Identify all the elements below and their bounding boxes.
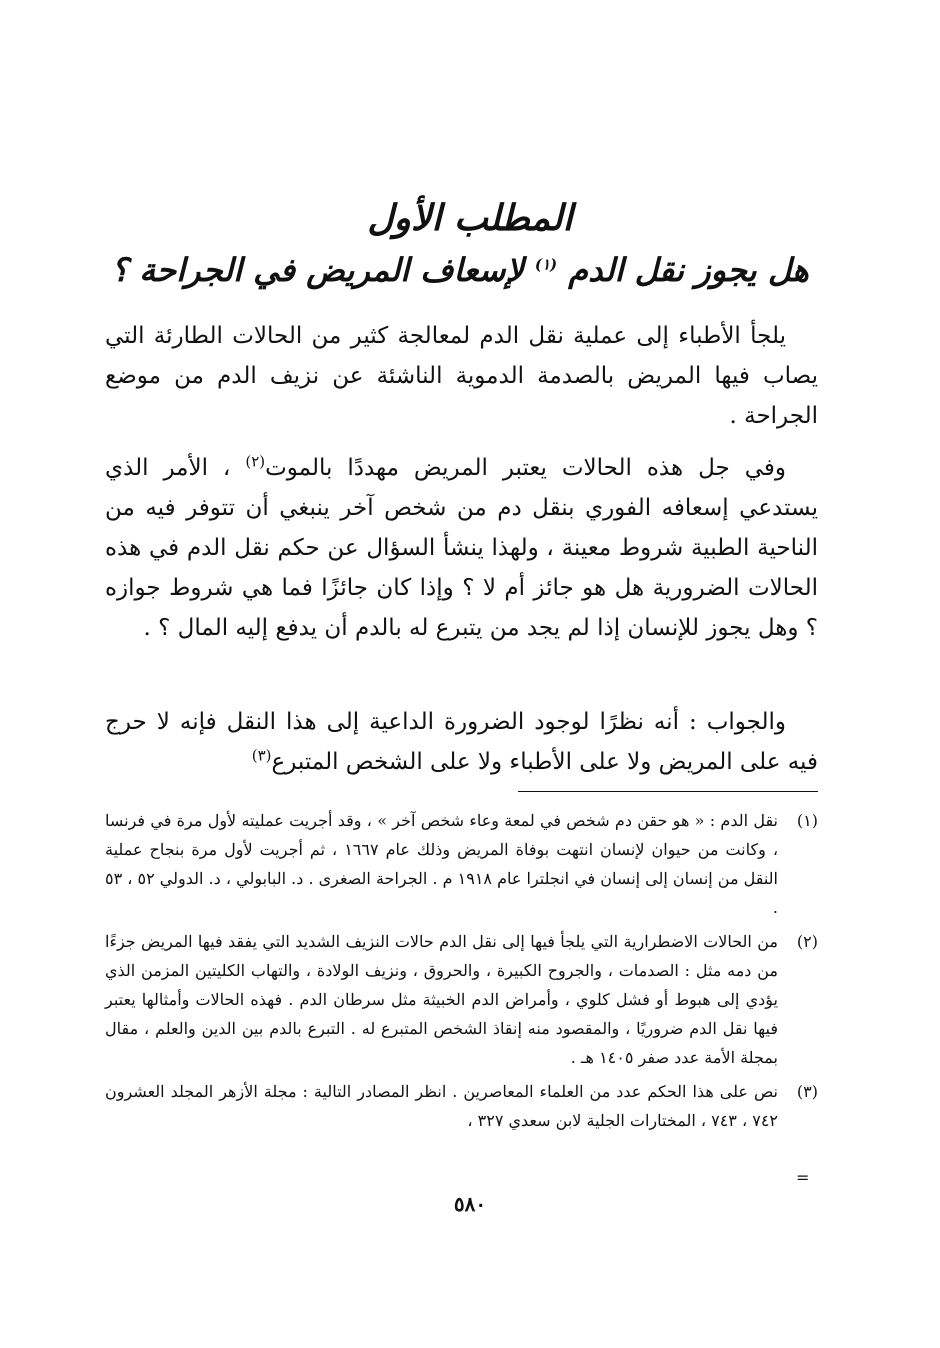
subtitle-text-end: لإسعاف المريض في الجراحة ؟ bbox=[111, 251, 535, 289]
subtitle-text-start: هل يجوز نقل الدم bbox=[557, 251, 809, 289]
page-number: ٥٨٠ bbox=[453, 1192, 487, 1216]
paragraph-2 bbox=[105, 448, 818, 648]
footnote-separator bbox=[518, 791, 818, 792]
footnote-1 bbox=[105, 806, 818, 922]
footnote-text: من الحالات الاضطرارية التي يلجأ فيها إلى نقل الدم حالات النزيف الشديد التي يفقد فيها المريض جزءًا من دمه مثل : الصدمات ، والجروح الكبيرة ، والحروق ، ونزيف الولادة ، والتهاب الكليتين المزمن الذي يؤدي إلى هبوط أو فشل كلوي ، وأمراض الدم الخبيثة مثل سرطان الدم . فهذه الحالات وأمثالها يعتبر فيها نقل الدم ضروريًا ، والمقصود منه إنقاذ الشخص المتبرع له . التبرع بالدم بين الدين والعلم ، مقال بمجلة الأمة عدد صفر ١٤٠٥ هـ . bbox=[105, 932, 778, 1067]
footnote-number: (١) bbox=[796, 811, 818, 830]
footnote-ref-1[interactable]: (١) bbox=[534, 255, 558, 274]
footnote-ref-2[interactable]: (٢) bbox=[245, 452, 266, 471]
footnote-number: (٣) bbox=[796, 1082, 818, 1101]
footnotes-section bbox=[105, 806, 818, 1140]
paragraph-2-text-start: وفي جل هذه الحالات يعتبر المريض مهددًا بالموت bbox=[265, 455, 786, 481]
footnote-2 bbox=[105, 927, 818, 1072]
footnote-ref-3[interactable]: (٣) bbox=[251, 746, 272, 765]
footnote-3 bbox=[105, 1077, 818, 1135]
paragraph-2-text-end: ، الأمر الذي يستدعي إسعافه الفوري بنقل دم من شخص آخر ينبغي أن تتوفر فيه من الناحية الطبية شروط معينة ، ولهذا ينشأ السؤال عن حكم نقل الدم في هذه الحالات الضرورية هل هو جائز أم لا ؟ وإذا كان جائزًا فما هي شروط جوازه ؟ وهل يجوز للإنسان إذا لم يجد من يتبرع له بالدم أن يدفع إليه المال ؟ . bbox=[105, 455, 818, 641]
continuation-mark: = bbox=[796, 1168, 810, 1187]
paragraph-1 bbox=[105, 316, 818, 436]
footnote-number: (٢) bbox=[796, 932, 818, 951]
paragraph-3-text: والجواب : أنه نظرًا لوجود الضرورة الداعية إلى هذا النقل فإنه لا حرج فيه على المريض ولا على الأطباء ولا على الشخص المتبرع bbox=[105, 709, 818, 775]
paragraph-1-text: يلجأ الأطباء إلى عملية نقل الدم لمعالجة كثير من الحالات الطارئة التي يصاب فيها المريض بالصدمة الدموية الناشئة عن نزيف الدم من موضع الجراحة . bbox=[105, 323, 818, 429]
footnote-text: نص على هذا الحكم عدد من العلماء المعاصرين . انظر المصادر التالية : مجلة الأزهر المجلد العشرون ٧٤٢ ، ٧٤٣ ، المختارات الجلية لابن سعدي ٣٢٧ ، bbox=[105, 1082, 778, 1130]
paragraph-3 bbox=[105, 702, 818, 782]
section-title: المطلب الأول bbox=[367, 197, 573, 239]
footnote-text: نقل الدم : « هو حقن دم شخص في لمعة وعاء شخص آخر » ، وقد أجريت عمليته لأول مرة في فرنسا ، وكانت من حيوان لإنسان انتهت بوفاة المريض وذلك عام ١٦٦٧ ، ثم أجريت لأول مرة بنجاح عملية النقل من إنسان إلى إنسان في انجلترا عام ١٩١٨ م . الجراحة الصغرى . د. البابولي ، د. الدولي ٥٢ ، ٥٣ . bbox=[105, 811, 779, 917]
section-subtitle bbox=[100, 248, 820, 292]
